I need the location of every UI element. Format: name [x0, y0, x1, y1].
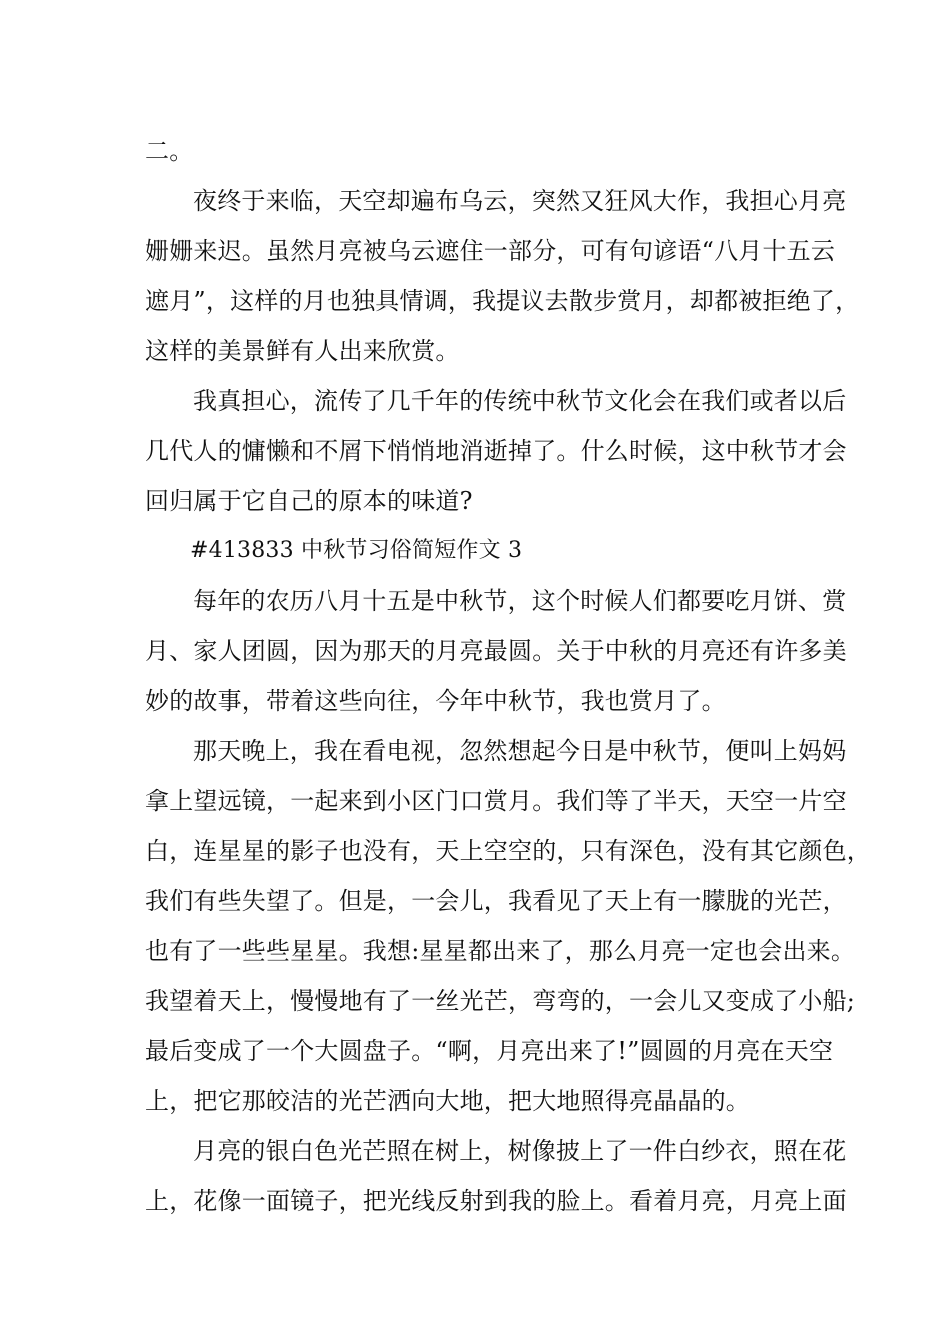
text-line: 遮月”，这样的月也独具情调，我提议去散步赏月，却都被拒绝了，: [145, 287, 860, 315]
text-line: 妙的故事，带着这些向往，今年中秋节，我也赏月了。: [145, 687, 726, 715]
text-line: 上，把它那皎洁的光芒洒向大地，把大地照得亮晶晶的。: [145, 1087, 750, 1115]
text-line: 我们有些失望了。但是，一会儿，我看见了天上有一朦胧的光芒，: [145, 887, 847, 915]
text-line: 拿上望远镜，一起来到小区门口赏月。我们等了半天，天空一片空: [145, 787, 847, 815]
text-line: 姗姗来迟。虽然月亮被乌云遮住一部分，可有句谚语“八月十五云: [145, 237, 836, 265]
paragraph-first-line: 那天晚上，我在看电视，忽然想起今日是中秋节，便叫上妈妈: [193, 737, 847, 765]
text-line: 我望着天上，慢慢地有了一丝光芒，弯弯的，一会儿又变成了小船;: [145, 987, 856, 1015]
text-line: 上，花像一面镜子，把光线反射到我的脸上。看着月亮，月亮上面: [145, 1187, 847, 1215]
paragraph-first-line: 我真担心，流传了几千年的传统中秋节文化会在我们或者以后: [193, 387, 847, 415]
text-line: 这样的美景鲜有人出来欣赏。: [145, 337, 460, 365]
text-line: 也有了一些些星星。我想:星星都出来了，那么月亮一定也会出来。: [145, 937, 856, 965]
text-line: 月、家人团圆，因为那天的月亮最圆。关于中秋的月亮还有许多美: [145, 637, 847, 665]
text-line: 最后变成了一个大圆盘子。“啊，月亮出来了!”圆圆的月亮在天空: [145, 1037, 834, 1065]
paragraph-first-line: 夜终于来临，天空却遍布乌云，突然又狂风大作，我担心月亮: [193, 187, 847, 215]
text-line: 回归属于它自己的原本的味道?: [145, 487, 473, 515]
text-line: 白，连星星的影子也没有，天上空空的，只有深色，没有其它颜色，: [145, 837, 871, 865]
paragraph-first-line: 每年的农历八月十五是中秋节，这个时候人们都要吃月饼、赏: [193, 587, 847, 615]
text-line: 几代人的慵懒和不屑下悄悄地消逝掉了。什么时候，这中秋节才会: [145, 437, 847, 465]
section-heading: #413833 中秋节习俗简短作文 3: [190, 538, 523, 563]
text-line: 二。: [145, 137, 194, 165]
paragraph-first-line: 月亮的银白色光芒照在树上，树像披上了一件白纱衣，照在花: [193, 1137, 847, 1165]
